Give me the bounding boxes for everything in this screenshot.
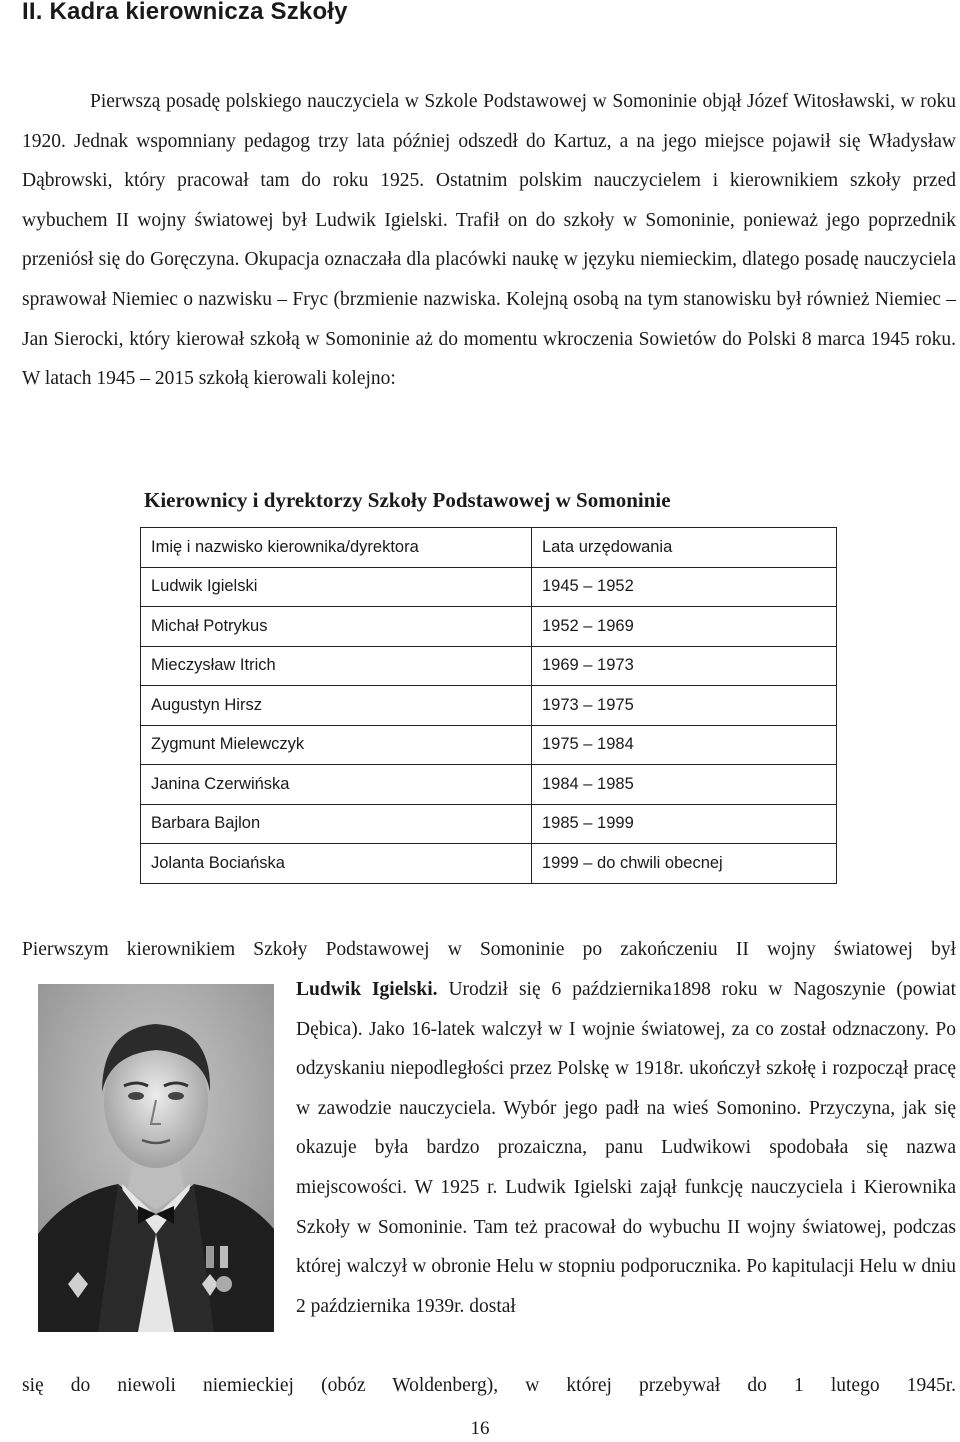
leader-name: Augustyn Hirsz — [141, 686, 532, 726]
column-header-name: Imię i nazwisko kierownika/dyrektora — [141, 528, 532, 568]
page-number: 16 — [470, 1418, 490, 1439]
leader-name: Ludwik Igielski — [141, 567, 532, 607]
table-row — [141, 607, 837, 647]
leader-years: 1973 – 1975 — [532, 686, 837, 726]
bio-intro-line: Pierwszym kierownikiem Szkoły Podstawowej w Somoninie po zakończeniu II wojny światowej był — [22, 939, 956, 960]
leader-name: Mieczysław Itrich — [141, 646, 532, 686]
section-heading: II. Kadra kierownicza Szkoły — [22, 0, 348, 25]
person-name: Ludwik Igielski. — [296, 979, 438, 1000]
table-title: Kierownicy i dyrektorzy Szkoły Podstawowej w Somoninie — [144, 488, 671, 512]
intro-paragraph: Pierwszą posadę polskiego nauczyciela w Szkole Podstawowej w Somoninie objął Józef Witosławski, w roku 1920. Jednak wspomniany pedagog trzy lata później odszedł do Kartuz, a na jego miejsce pojawił się Władysław Dąbrowski, który pracował tam do roku 1925. Ostatnim polskim nauczycielem i kierownikiem szkoły przed wybuchem II wojny światowej był Ludwik Igielski. Trafił on do szkoły w Somoninie, ponieważ jego poprzednik przeniósł się do Goręczyna. Okupacja oznaczała dla placówki naukę w języku niemieckim, dlatego posadę nauczyciela sprawował Niemiec o nazwisku – Fryc (brzmienie nazwiska. Kolejną osobą na tym stanowisku był również Niemiec – Jan Sierocki, który kierował szkołą w Somoninie aż do momentu wkroczenia Sowietów do Polski 8 marca 1945 roku. W latach 1945 – 2015 szkołą kierowali kolejno: — [22, 91, 956, 390]
column-header-years: Lata urzędowania — [532, 528, 837, 568]
bio-last-line: się do niewoli niemieckiej (obóz Woldenberg), w której przebywał do 1 lutego 1945r. — [22, 1375, 956, 1396]
table-row — [141, 567, 837, 607]
leader-years: 1999 – do chwili obecnej — [532, 844, 837, 884]
leader-name: Michał Potrykus — [141, 607, 532, 647]
leader-years: 1975 – 1984 — [532, 725, 837, 765]
leader-years: 1969 – 1973 — [532, 646, 837, 686]
leaders-table — [140, 527, 837, 884]
table-row — [141, 725, 837, 765]
bio-paragraph — [296, 970, 956, 1326]
leader-name: Zygmunt Mielewczyk — [141, 725, 532, 765]
table-header-row — [141, 528, 837, 568]
leader-name: Jolanta Bociańska — [141, 844, 532, 884]
portrait-photo — [38, 984, 274, 1332]
table-row — [141, 646, 837, 686]
leader-years: 1952 – 1969 — [532, 607, 837, 647]
leader-name: Barbara Bajlon — [141, 804, 532, 844]
leader-name: Janina Czerwińska — [141, 765, 532, 805]
leader-years: 1945 – 1952 — [532, 567, 837, 607]
leader-years: 1985 – 1999 — [532, 804, 837, 844]
bio-text: Urodził się 6 października1898 roku w Nagoszynie (powiat Dębica). Jako 16-latek walczył w I wojnie światowej, za co został odznaczony. Po odzyskaniu niepodległości przez Polskę w 1918r. ukończył szkołę i rozpoczął pracę w zawodzie nauczyciela. Wybór jego padł na wieś Somonino. Przyczyna, jak się okazuje była bardzo prozaiczna, panu Ludwikowi spodobała się nazwa miejscowości. W 1925 r. Ludwik Igielski zajął funkcję nauczyciela i Kierownika Szkoły w Somoninie. Tam też pracował do wybuchu II wojny światowej, podczas której walczył w obronie Helu w stopniu podporucznika. Po kapitulacji Helu w dniu 2 października 1939r. dostał — [296, 979, 956, 1317]
table-row — [141, 804, 837, 844]
table-row — [141, 686, 837, 726]
table-row — [141, 844, 837, 884]
table-row — [141, 765, 837, 805]
leader-years: 1984 – 1985 — [532, 765, 837, 805]
